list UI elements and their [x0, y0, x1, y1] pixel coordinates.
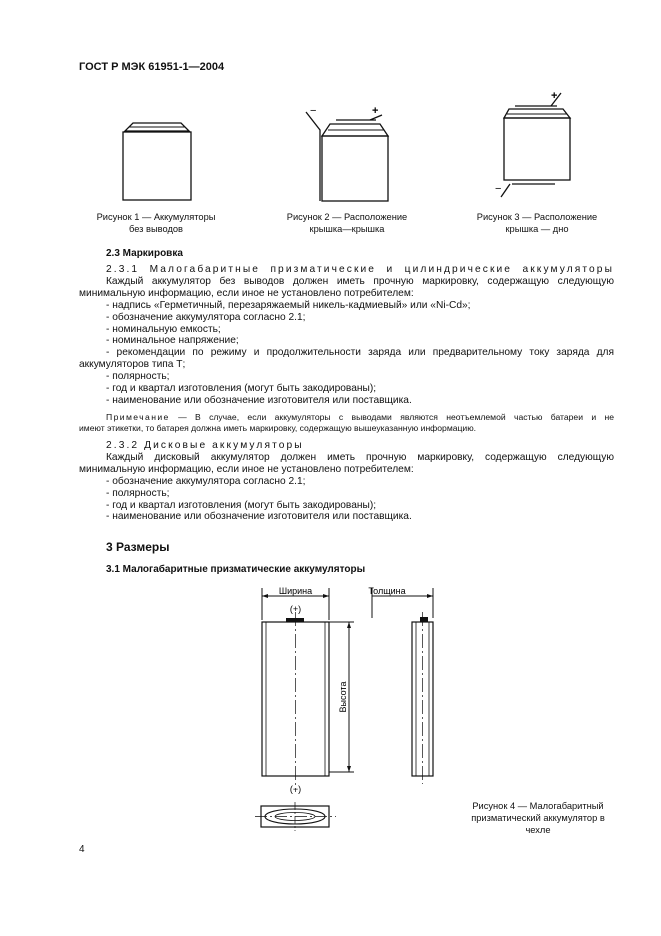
- figure-3-caption: Рисунок 3 — Расположение крышка — дно: [476, 212, 598, 234]
- list-item: - номинальное напряжение;: [106, 335, 239, 347]
- width-label: Ширина: [278, 586, 313, 596]
- list-item: - рекомендации по режиму и продолжительности заряда или предварительному току заряда для: [106, 347, 614, 359]
- list-item: - наименование или обозначение изготовителя или поставщика.: [106, 394, 412, 406]
- paragraph-2-3-1-heading: 2.3.1 Малогабаритные призматические и цилиндрические аккумуляторы: [106, 264, 614, 275]
- minus-terminal-label: −: [310, 105, 317, 117]
- note-text: имеют этикетки, то батарея должна иметь маркировку, содержащую вышеуказанную информацию.: [79, 423, 477, 433]
- note-label: Примечание: [106, 412, 170, 422]
- section-3-1-title: 3.1 Малогабаритные призматические аккумуляторы: [106, 564, 366, 575]
- section-2-3-2: [79, 440, 614, 523]
- page-number: 4: [79, 844, 85, 855]
- list-item: - год и квартал изготовления (могут быть закодированы);: [106, 499, 377, 511]
- text-line: минимальную информацию, если иное не установлено потребителем:: [79, 287, 414, 299]
- text-line: аккумуляторов типа Т;: [79, 359, 186, 371]
- minus-terminal-label: (−): [289, 784, 302, 794]
- list-item: - год и квартал изготовления (могут быть закодированы);: [106, 383, 377, 395]
- text-line: минимальную информацию, если иное не установлено потребителем:: [79, 463, 414, 475]
- thickness-label: Толщина: [368, 586, 406, 596]
- list-item: - обозначение аккумулятора согласно 2.1;: [106, 311, 306, 323]
- list-item: - надпись «Герметичный, перезаряжаемый никель-кадмиевый» или «Ni-Cd»;: [106, 299, 471, 311]
- list-item: - полярность;: [106, 371, 170, 383]
- list-item: - полярность;: [106, 487, 170, 499]
- figure-1-caption: Рисунок 1 — Аккумуляторы без выводов: [96, 212, 216, 234]
- figure-3-drawing: [495, 88, 585, 203]
- figure-4-drawing: [250, 580, 450, 835]
- figure-1-drawing: [118, 118, 198, 208]
- section-2-3-title: 2.3 Маркировка: [106, 248, 183, 259]
- paragraph-2-3-2-heading: 2.3.2 Дисковые аккумуляторы: [106, 440, 304, 451]
- minus-terminal-label: −: [495, 183, 502, 195]
- figure-2-drawing: [300, 104, 400, 204]
- note: [79, 412, 614, 434]
- list-item: - номинальную емкость;: [106, 323, 221, 335]
- figure-4-caption: Рисунок 4 — Малогабаритный призматический аккумулятор в чехле: [471, 801, 605, 835]
- list-item: - наименование или обозначение изготовителя или поставщика.: [106, 511, 412, 523]
- section-3-title: 3 Размеры: [106, 540, 170, 554]
- note-text: — В случае, если аккумуляторы с выводами являются неотъемлемой частью батареи и не: [169, 412, 614, 422]
- plus-terminal-label: (+): [289, 604, 302, 614]
- text-line: Каждый аккумулятор без выводов должен иметь прочную маркировку, содержащую следующую: [106, 275, 614, 287]
- section-2-3-1: [79, 264, 614, 407]
- plus-terminal-label: +: [551, 90, 558, 102]
- height-label: Высота: [338, 681, 348, 713]
- page-header: ГОСТ Р МЭК 61951-1—2004: [79, 61, 225, 73]
- figure-2-caption: Рисунок 2 — Расположение крышка—крышка: [286, 212, 408, 234]
- plus-terminal-label: +: [372, 105, 379, 117]
- list-item: - обозначение аккумулятора согласно 2.1;: [106, 475, 306, 487]
- text-line: Каждый дисковый аккумулятор должен иметь прочную маркировку, содержащую следующую: [106, 451, 614, 463]
